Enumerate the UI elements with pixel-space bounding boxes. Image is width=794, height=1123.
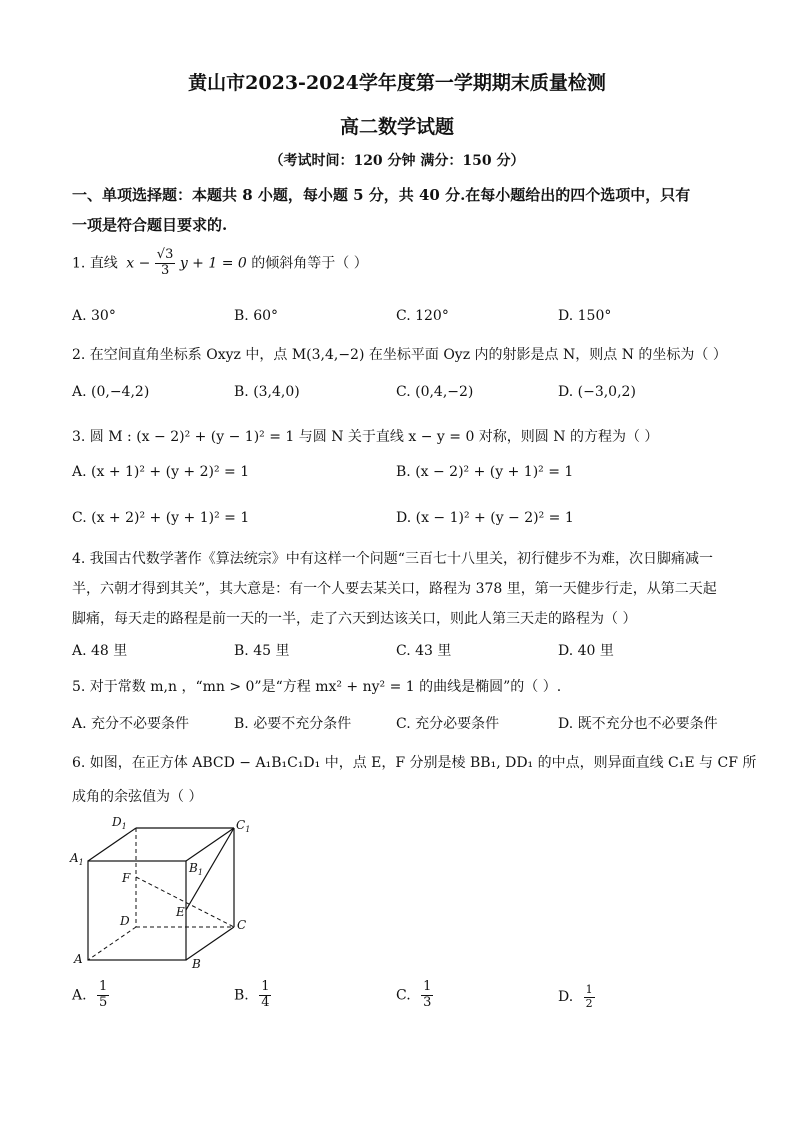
q6-option-d-fraction: $\frac{1}{2}$: [585, 983, 593, 1010]
label-c1: $C_1$: [236, 818, 251, 834]
q6-option-d: D. $\frac{1}{2}$: [558, 983, 593, 1010]
q1-option-b: B. 60°: [234, 308, 279, 324]
q2-option-d: D. (−3,0,2): [558, 384, 636, 400]
edge-b1c1: [186, 828, 234, 861]
q4-option-a: A. 48 里: [72, 643, 128, 659]
edge-bc: [186, 927, 234, 960]
q1-eq-right: y + 1 = 0: [179, 255, 247, 272]
label-f: F: [122, 871, 131, 885]
q6-option-a: A. $\frac{1}{5}$: [72, 979, 108, 1010]
q5-option-b: B. 必要不充分条件: [234, 716, 352, 732]
question-5: 5. 对于常数 m,n ，“mn > 0”是“方程 mx² + ny² = 1 的曲线是椭圆”的（ ）.: [72, 679, 562, 695]
q1-suffix: 的倾斜角等于（ ）: [251, 255, 368, 272]
segment-fc: [136, 877, 234, 927]
section-heading-line1: 一、单项选择题：本题共 8 小题，每小题 5 分，共 40 分.在每小题给出的四个选项中，只有: [72, 186, 691, 204]
exam-info: （考试时间：120 分钟 满分：150 分）: [269, 153, 525, 169]
label-e: E: [176, 905, 185, 919]
q1-fraction: [155, 248, 176, 279]
q3-option-c: C. (x + 2)² + (y + 1)² = 1: [72, 510, 250, 526]
q3-option-d: D. (x − 1)² + (y − 2)² = 1: [396, 510, 574, 526]
q6-option-a-fraction: $\frac{1}{5}$: [99, 979, 108, 1010]
section-heading-line2: 一项是符合题目要求的.: [72, 216, 228, 234]
edge-da: [88, 927, 136, 960]
q1-prefix: 直线: [89, 255, 118, 272]
q4-option-c: C. 43 里: [396, 643, 452, 659]
label-b1: $B_1$: [189, 861, 203, 877]
question-4-line3: 脚痛，每天走的路程是前一天的一半，走了六天到达该关口，则此人第三天走的路程为（ ）: [72, 611, 637, 627]
question-4-line1: 4. 我国古代数学著作《算法统宗》中有这样一个问题“三百七十八里关，初行健步不为难，次日脚痛减一: [72, 551, 713, 567]
q5-option-c: C. 充分必要条件: [396, 716, 500, 732]
front-face: [88, 861, 186, 960]
question-4-line2: 半，六朝才得到其关”，其大意是：有一个人要去某关口，路程为 378 里，第一天健步行走，从第二天起: [72, 581, 717, 597]
q3-option-a: A. (x + 1)² + (y + 2)² = 1: [72, 464, 250, 480]
cube-figure: [66, 810, 266, 975]
q4-option-d: D. 40 里: [558, 643, 614, 659]
label-c: C: [237, 918, 247, 932]
label-d: D: [120, 914, 130, 928]
q1-frac-den: 3: [160, 262, 170, 278]
question-6-line1: 6. 如图，在正方体 ABCD − A₁B₁C₁D₁ 中，点 E，F 分别是棱 BB₁, DD₁ 的中点，则异面直线 C₁E 与 CF 所: [72, 755, 757, 771]
q3-option-b: B. (x − 2)² + (y + 1)² = 1: [396, 464, 574, 480]
question-6-line2: 成角的余弦值为（ ）: [72, 789, 203, 805]
question-3: 3. 圆 M : (x − 2)² + (y − 1)² = 1 与圆 N 关于直线 x − y = 0 对称，则圆 N 的方程为（ ）: [72, 429, 659, 445]
q5-option-d: D. 既不充分也不必要条件: [558, 716, 718, 732]
q6-option-b: B. $\frac{1}{4}$: [234, 979, 270, 1010]
label-a1: $A_1$: [70, 851, 84, 867]
q2-option-c: C. (0,4,−2): [396, 384, 474, 400]
q1-frac-num: √3: [156, 247, 174, 262]
q1-equation: [126, 248, 247, 279]
label-b: B: [192, 957, 201, 971]
q5-option-a: A. 充分不必要条件: [72, 716, 190, 732]
q1-option-d: D. 150°: [558, 308, 612, 324]
q1-option-a: A. 30°: [72, 308, 116, 324]
exam-title: 黄山市2023-2024学年度第一学期期末质量检测: [188, 72, 606, 94]
exam-subtitle: 高二数学试题: [339, 116, 454, 138]
q6-option-c: C. $\frac{1}{3}$: [396, 979, 432, 1010]
q1-eq-left: x −: [126, 255, 151, 272]
q1-number: 1.: [72, 255, 86, 272]
question-2: 2. 在空间直角坐标系 Oxyz 中，点 M(3,4,−2) 在坐标平面 Oyz 内的射影是点 N，则点 N 的坐标为（ ）: [72, 347, 727, 363]
label-d1: $D_1$: [112, 815, 127, 831]
edge-a1d1: [88, 828, 136, 861]
q2-option-b: B. (3,4,0): [234, 384, 300, 400]
q2-option-a: A. (0,−4,2): [72, 384, 150, 400]
q6-option-b-fraction: $\frac{1}{4}$: [261, 979, 270, 1010]
question-1: [72, 248, 368, 279]
q6-option-c-fraction: $\frac{1}{3}$: [423, 979, 432, 1010]
label-a: A: [74, 952, 83, 966]
q4-option-b: B. 45 里: [234, 643, 290, 659]
q1-option-c: C. 120°: [396, 308, 449, 324]
